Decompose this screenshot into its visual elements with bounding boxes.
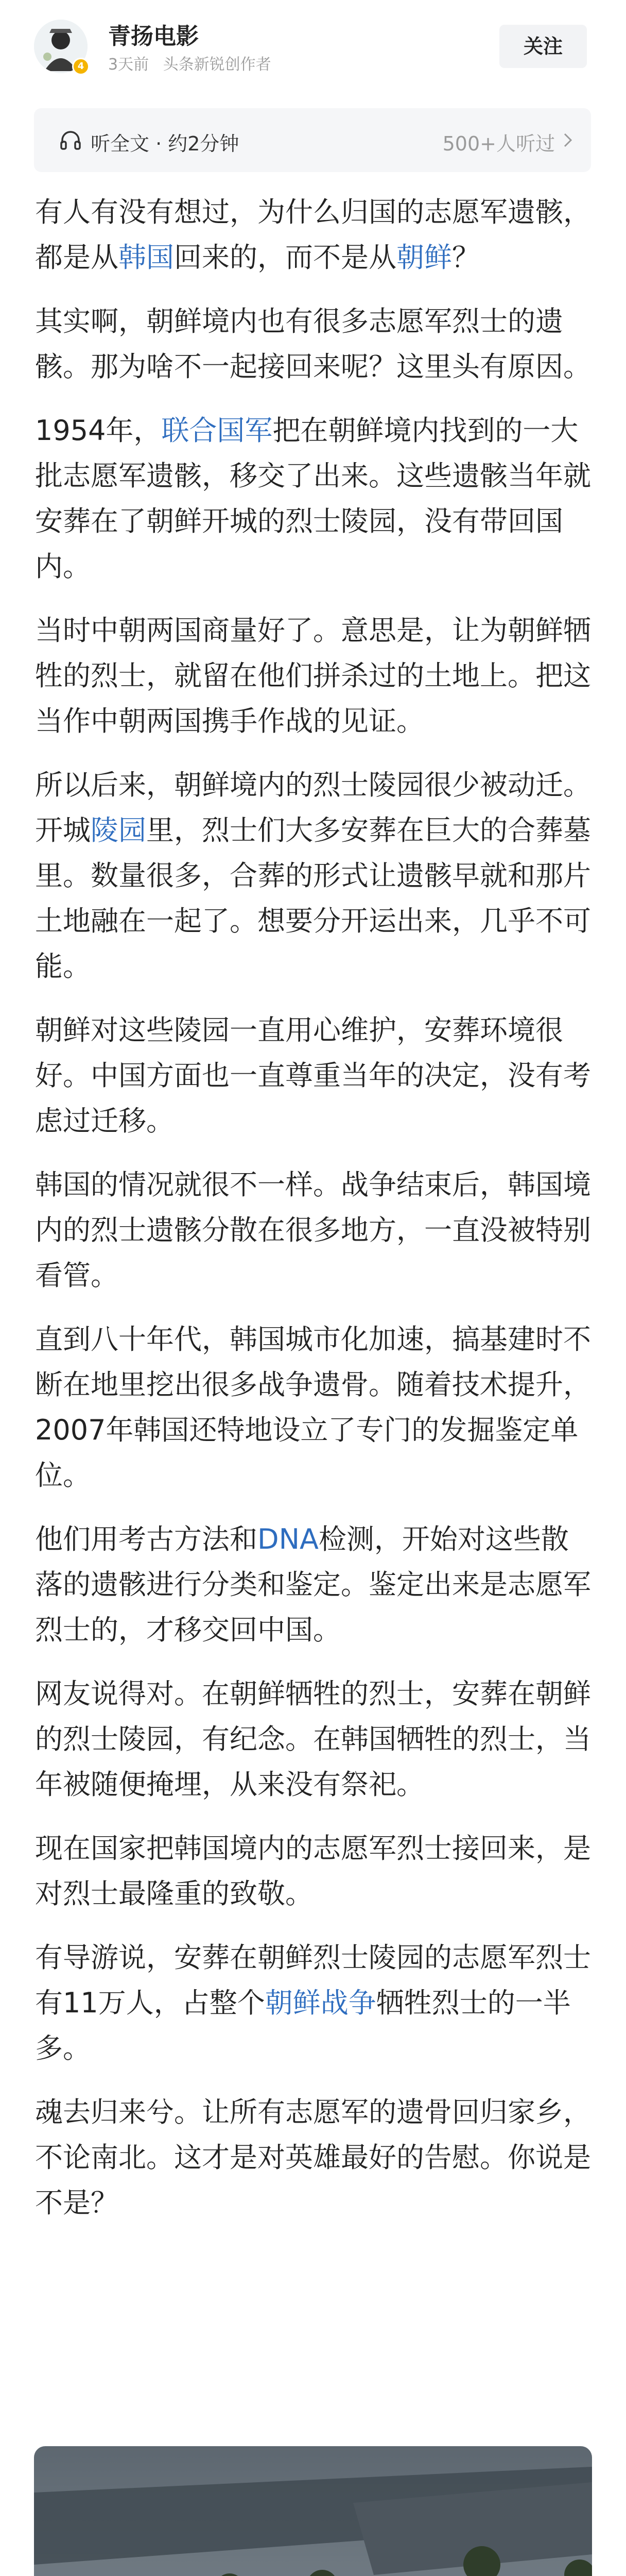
paragraph-text: 现在国家把韩国境内的志愿军烈士接回来，是对烈士最隆重的致敬。 [35, 1832, 591, 1910]
article-paragraph [35, 299, 592, 389]
paragraph-text: 他们用考古方法和 [35, 1523, 257, 1555]
article-paragraph [35, 2090, 592, 2226]
paragraph-text: 检测，开始对这些散落的遗骸进行分类和鉴定。鉴定出来是志愿军烈士的，才移交回中国。 [35, 1523, 591, 1646]
honor-guard-photo [34, 2446, 592, 2576]
paragraph-text: 有导游说，安葬在朝鲜烈士陵园的志愿军烈士有11万人，占整个 [35, 1941, 591, 2019]
article-paragraph [35, 762, 592, 989]
author-meta [108, 52, 281, 74]
listen-label: 听全文 · 约2分钟 [91, 132, 239, 155]
article-paragraph [35, 1517, 592, 1653]
paragraph-text: 牺牲烈士的一半多。 [35, 1987, 571, 2064]
article-header [0, 0, 626, 89]
article-body [35, 190, 592, 2244]
paragraph-text: 其实啊，朝鲜境内也有很多志愿军烈士的遗骸。那为啥不一起接回来呢？这里头有原因。 [35, 305, 591, 383]
author-title: 头条新锐创作者 [163, 56, 271, 74]
chevron-right-icon [562, 132, 573, 148]
article-paragraph [35, 1935, 592, 2071]
paragraph-text: 把在朝鲜境内找到的一大批志愿军遗骸，移交了出来。这些遗骸当年就安葬在了朝鲜开城的烈士陵园，没有带回国内。 [35, 414, 591, 583]
article-paragraph [35, 1008, 592, 1144]
paragraph-text: 直到八十年代，韩国城市化加速，搞基建时不断在地里挖出很多战争遗骨。随着技术提升，2007年韩国还特地设立了专门的发掘鉴定单位。 [35, 1323, 591, 1492]
paragraph-text: 里，烈士们大多安葬在巨大的合葬墓里。数量很多，合葬的形式让遗骸早就和那片土地融在一起了。想要分开运出来，几乎不可能。 [35, 814, 591, 982]
paragraph-text: 韩国的情况就很不一样。战争结束后，韩国境内的烈士遗骸分散在很多地方，一直没被特别看管。 [35, 1168, 591, 1292]
paragraph-text: 网友说得对。在朝鲜牺牲的烈士，安葬在朝鲜的烈士陵园，有纪念。在韩国牺牲的烈士，当年被随便掩埋，从来没有祭祀。 [35, 1677, 591, 1801]
article-paragraph [35, 1317, 592, 1498]
paragraph-text: 回来的，而不是从 [174, 241, 396, 274]
article-paragraph [35, 1162, 592, 1298]
keyword-link[interactable]: 联合国军 [161, 414, 273, 447]
keyword-link[interactable]: 朝鲜 [396, 241, 452, 274]
article-paragraph [35, 408, 592, 589]
post-time: 3天前 [108, 56, 149, 74]
article-paragraph [35, 608, 592, 744]
listen-full-text-bar[interactable] [34, 108, 591, 172]
paragraph-text: 所以后来，朝鲜境内的烈士陵园很少被动迁。开城 [35, 769, 591, 846]
article-paragraph [35, 1671, 592, 1807]
article-paragraph [35, 1826, 592, 1917]
keyword-link[interactable]: 朝鲜战争 [265, 1987, 376, 2019]
paragraph-text: 1954年， [35, 414, 162, 447]
paragraph-text: 有人有没有想过，为什么归国的志愿军遗骸，都是从 [35, 196, 591, 274]
keyword-link[interactable]: 陵园 [91, 814, 146, 846]
keyword-link[interactable]: DNA [257, 1523, 319, 1555]
paragraph-text: ？ [452, 241, 480, 274]
keyword-link[interactable]: 韩国 [118, 241, 174, 274]
creator-badge: 4 [72, 58, 90, 75]
paragraph-text: 魂去归来兮。让所有志愿军的遗骨回归家乡，不论南北。这才是对英雄最好的告慰。你说是不是？ [35, 2096, 591, 2219]
article-paragraph [35, 190, 592, 280]
paragraph-text: 朝鲜对这些陵园一直用心维护，安葬环境很好。中国方面也一直尊重当年的决定，没有考虑过迁移。 [35, 1014, 591, 1137]
headphone-icon [60, 130, 81, 150]
paragraph-text: 当时中朝两国商量好了。意思是，让为朝鲜牺牲的烈士，就留在他们拼杀过的土地上。把这当作中朝两国携手作战的见证。 [35, 614, 591, 737]
follow-button[interactable]: 关注 [499, 25, 587, 68]
listen-count: 500+人听过 [442, 132, 555, 155]
article-photo[interactable] [34, 2446, 592, 2576]
author-name[interactable]: 青扬电影 [108, 23, 199, 49]
